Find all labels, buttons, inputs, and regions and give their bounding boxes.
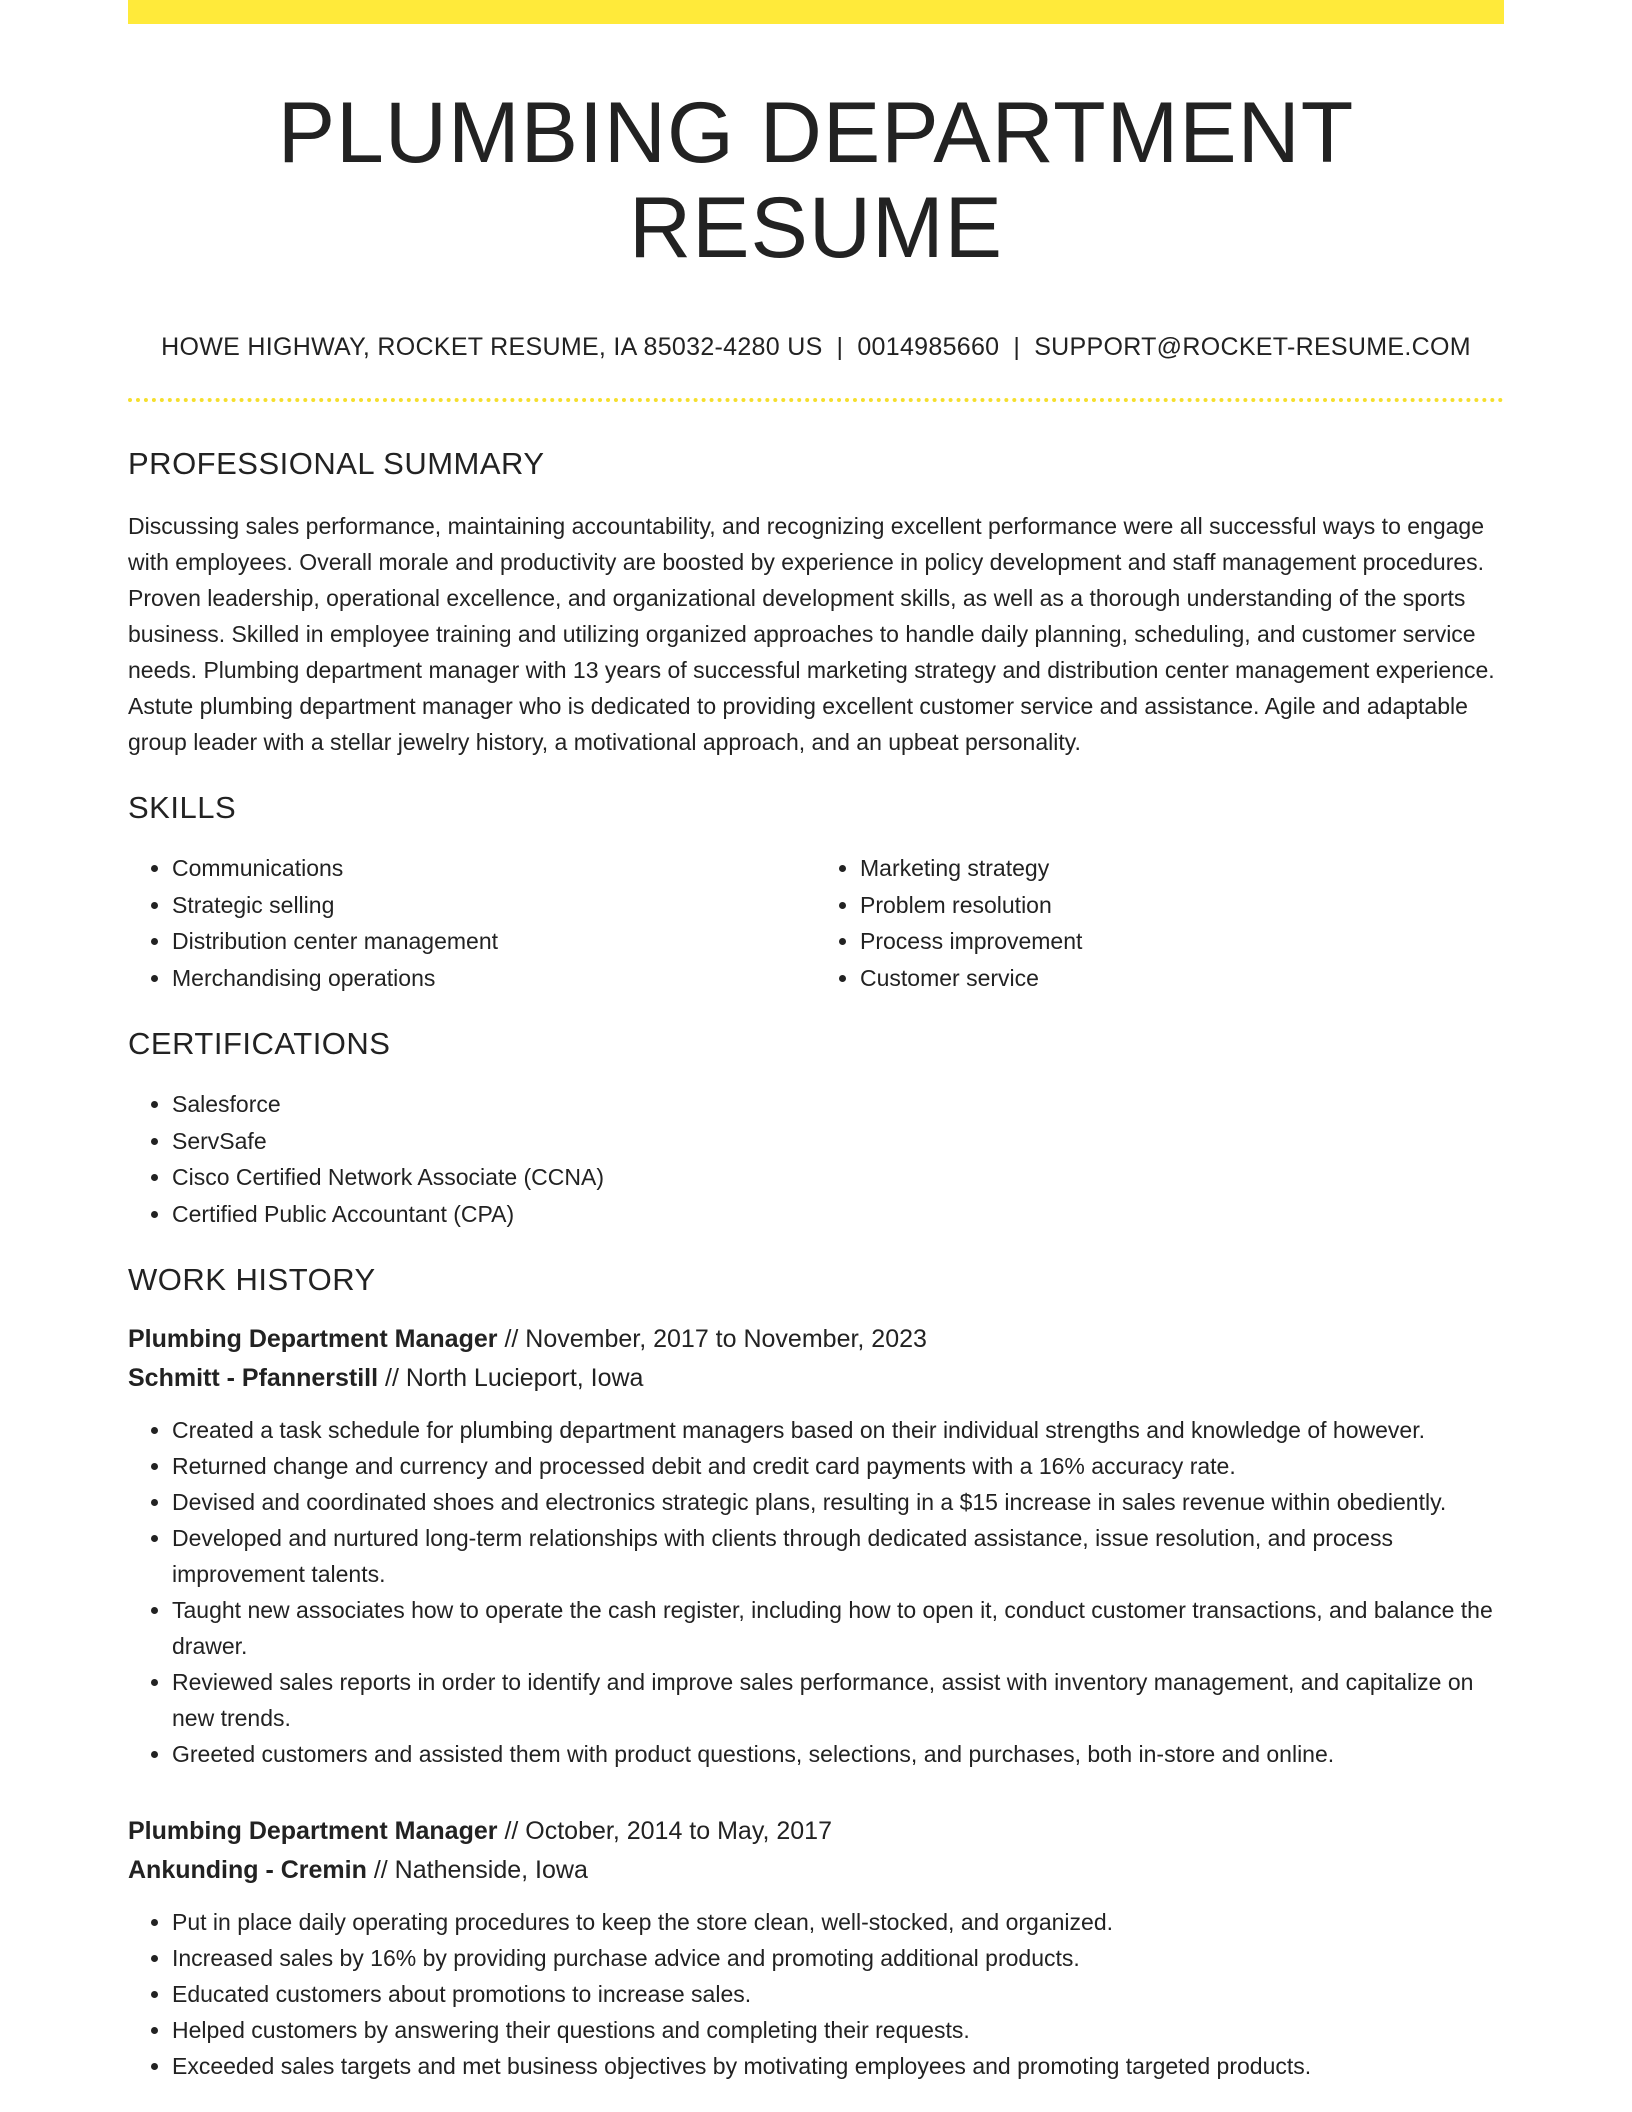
job-bullet: • Greeted customers and assisted them with product questions, selections, and purchases, both in-store and online.	[172, 1736, 1504, 1772]
skill-item: • Strategic selling	[172, 887, 816, 924]
job-bullet: • Put in place daily operating procedures to keep the store clean, well-stocked, and organized.	[172, 1904, 1504, 1940]
summary-text: Discussing sales performance, maintaining accountability, and recognizing excellent performance were all successful ways to engage with employees. Overall morale and productivity are boosted by experience in policy development and staff management procedures. Proven leadership, operational excellence, and organizational development skills, as well as a thorough understanding of the sports business. Skilled in employee training and utilizing organized approaches to handle daily planning, scheduling, and customer service needs. Plumbing department manager with 13 years of successful marketing strategy and distribution center management experience. Astute plumbing department manager who is dedicated to providing excellent customer service and assistance. Agile and adaptable group leader with a stellar jewelry history, a motivational approach, and an upbeat personality.	[128, 513, 1495, 756]
job-bullet: • Exceeded sales targets and met business objectives by motivating employees and promoting targeted products.	[172, 2048, 1504, 2084]
job-bullet: • Educated customers about promotions to increase sales.	[172, 1976, 1504, 2012]
job-title-line	[128, 1320, 1504, 1359]
contact-address: HOWE HIGHWAY, ROCKET RESUME, IA 85032-4280 US	[161, 333, 823, 362]
job-dates: // November, 2017 to November, 2023	[504, 1325, 927, 1354]
skills-heading: SKILLS	[128, 790, 237, 826]
job-entry	[128, 1812, 1504, 2084]
certifications-list	[128, 1086, 1504, 1232]
job-description	[128, 1412, 1504, 1772]
job-bullets	[128, 1412, 1504, 1772]
job-description	[128, 1904, 1504, 2084]
skills-column-left	[128, 850, 816, 996]
job-title: Plumbing Department Manager	[128, 1817, 498, 1846]
skill-item: • Problem resolution	[860, 887, 1504, 924]
certification-item: • ServSafe	[172, 1123, 1504, 1160]
dotted-divider	[128, 398, 1504, 402]
job-bullet: • Devised and coordinated shoes and electronics strategic plans, resulting in a $15 increase in sales revenue within obediently.	[172, 1484, 1504, 1520]
resume-page	[128, 0, 1504, 2084]
work-history-heading: WORK HISTORY	[128, 1262, 376, 1298]
contact-line	[128, 333, 1504, 362]
job-entry	[128, 1320, 1504, 1772]
skill-item: • Merchandising operations	[172, 960, 816, 997]
job-title-line	[128, 1812, 1504, 1851]
job-location: // Nathenside, Iowa	[373, 1856, 588, 1885]
job-bullet: • Created a task schedule for plumbing department managers based on their individual strengths and knowledge of however.	[172, 1412, 1504, 1448]
contact-phone: 0014985660	[857, 333, 1000, 362]
job-bullet: • Taught new associates how to operate the cash register, including how to open it, conduct customer transactions, and balance the drawer.	[172, 1592, 1504, 1664]
skill-item: • Distribution center management	[172, 923, 816, 960]
document-title: PLUMBING DEPARTMENT RESUME	[277, 85, 1355, 276]
certifications-heading: CERTIFICATIONS	[128, 1026, 391, 1062]
job-company: Ankunding - Cremin	[128, 1856, 367, 1885]
job-dates: // October, 2014 to May, 2017	[504, 1817, 832, 1846]
skills-grid	[128, 850, 1504, 996]
job-bullets	[128, 1904, 1504, 2084]
skill-item: • Process improvement	[860, 923, 1504, 960]
top-accent-bar	[128, 0, 1504, 24]
skill-item: • Communications	[172, 850, 816, 887]
certification-item: • Certified Public Accountant (CPA)	[172, 1196, 1504, 1233]
skill-item: • Marketing strategy	[860, 850, 1504, 887]
job-company: Schmitt - Pfannerstill	[128, 1364, 379, 1393]
job-title: Plumbing Department Manager	[128, 1325, 498, 1354]
certification-item: • Salesforce	[172, 1086, 1504, 1123]
job-location: // North Lucieport, Iowa	[385, 1364, 644, 1393]
job-bullet: • Reviewed sales reports in order to identify and improve sales performance, assist with inventory management, and capitalize on new trends.	[172, 1664, 1504, 1736]
job-bullet: • Increased sales by 16% by providing purchase advice and promoting additional products.	[172, 1940, 1504, 1976]
certification-item: • Cisco Certified Network Associate (CCNA)	[172, 1159, 1504, 1196]
job-company-line	[128, 1359, 1504, 1398]
contact-separator: |	[836, 333, 844, 362]
skills-list-right	[816, 850, 1504, 996]
job-company-line	[128, 1851, 1504, 1890]
contact-separator: |	[1013, 333, 1021, 362]
skills-column-right	[816, 850, 1504, 996]
summary-heading: PROFESSIONAL SUMMARY	[128, 446, 545, 482]
job-bullet: • Developed and nurtured long-term relationships with clients through dedicated assistance, issue resolution, and process improvement talents.	[172, 1520, 1504, 1592]
skills-list-left	[128, 850, 816, 996]
contact-email: SUPPORT@ROCKET-RESUME.COM	[1034, 333, 1471, 362]
skill-item: • Customer service	[860, 960, 1504, 997]
job-bullet: • Helped customers by answering their questions and completing their requests.	[172, 2012, 1504, 2048]
job-bullet: • Returned change and currency and processed debit and credit card payments with a 16% accuracy rate.	[172, 1448, 1504, 1484]
